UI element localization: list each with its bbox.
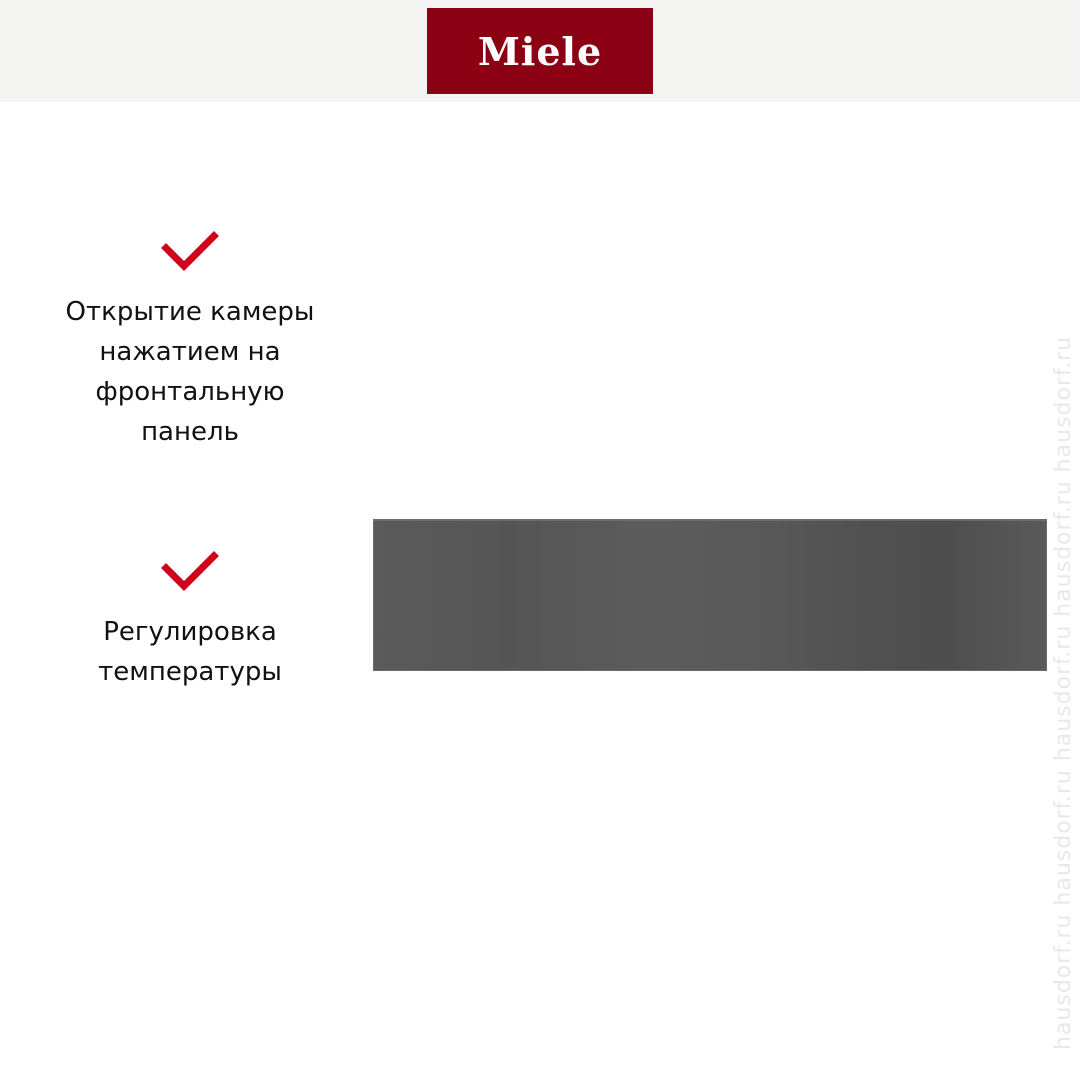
watermark xyxy=(1049,260,1080,1050)
watermark-text: hausdorf.ru hausdorf.ru hausdorf.ru hausdorf.ru hausdorf.ru xyxy=(1051,335,1076,1050)
feature-temperature xyxy=(0,546,380,692)
logo-text: Miele xyxy=(477,28,603,74)
checkmark-icon xyxy=(160,226,220,276)
checkmark-icon xyxy=(160,546,220,596)
feature-push-open xyxy=(0,226,380,452)
miele-logo xyxy=(427,8,653,94)
feature-text: Регулировка температуры xyxy=(98,617,282,687)
feature-text: Открытие камеры нажатием на фронтальную панель xyxy=(65,297,315,447)
warming-drawer-image xyxy=(373,519,1047,671)
